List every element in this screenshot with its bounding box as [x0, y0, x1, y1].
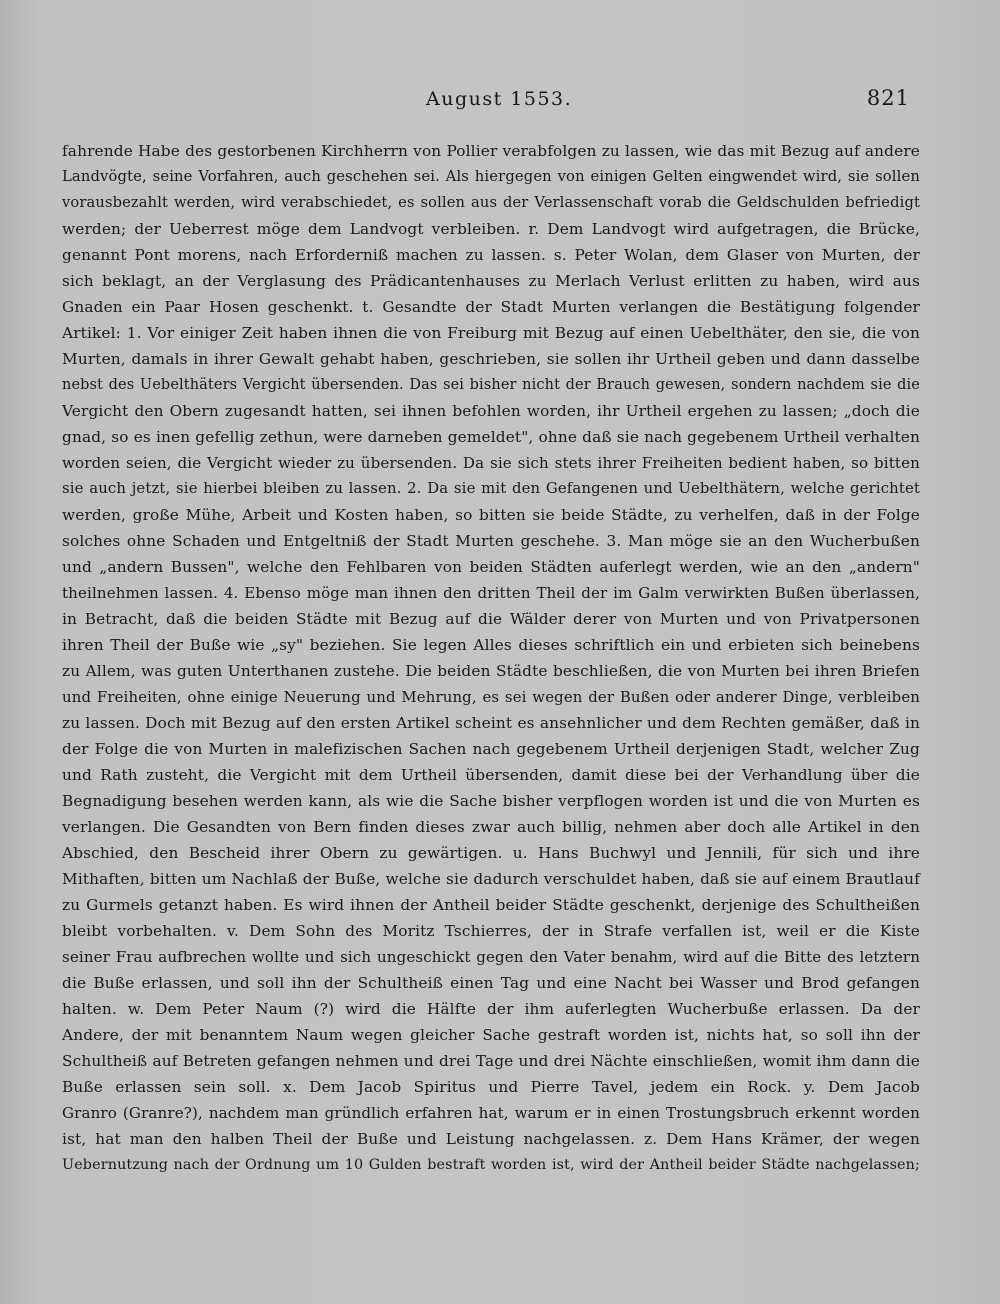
- text-line: Andere, der mit benanntem Naum wegen gleicher Sache gestraft worden ist, nichts hat, so soll ihn der: [62, 1026, 920, 1044]
- text-line: in Betracht, daß die beiden Städte mit Bezug auf die Wälder derer von Murten und von Privatpersonen: [62, 610, 920, 628]
- text-line: Landvögte, seine Vorfahren, auch geschehen sei. Als hiergegen von einigen Gelten eingwendet wird, sie sollen: [62, 168, 920, 185]
- text-line: Granro (Granre?), nachdem man gründlich erfahren hat, warum er in einen Trostungsbruch erkennt worden: [62, 1104, 920, 1122]
- text-line: sie auch jetzt, sie hierbei bleiben zu lassen. 2. Da sie mit den Gefangenen und Uebelthätern, welche gerichtet: [62, 480, 920, 497]
- text-line: verlangen. Die Gesandten von Bern finden dieses zwar auch billig, nehmen aber doch alle Artikel in den: [62, 818, 920, 836]
- text-line: worden seien, die Vergicht wieder zu übersenden. Da sie sich stets ihrer Freiheiten bedient haben, so bitten: [62, 454, 920, 472]
- text-line: Buße erlassen sein soll. x. Dem Jacob Spiritus und Pierre Tavel, jedem ein Rock. y. Dem Jacob: [62, 1078, 920, 1096]
- page-number: 821: [866, 86, 910, 110]
- page-header: [60, 88, 910, 118]
- text-line: solches ohne Schaden und Entgeltniß der Stadt Murten geschehe. 3. Man möge sie an den Wucherbußen: [62, 532, 920, 550]
- text-line: Artikel: 1. Vor einiger Zeit haben ihnen die von Freiburg mit Bezug auf einen Uebelthäter, den sie, die von: [62, 324, 920, 342]
- text-line: die Buße erlassen, und soll ihn der Schultheiß einen Tag und eine Nacht bei Wasser und Brod gefangen: [62, 974, 920, 992]
- text-line: gnad, so es inen gefellig zethun, were darneben gemeldet", ohne daß sie nach gegebenem Urtheil verhalten: [62, 428, 920, 446]
- text-line: Schultheiß auf Betreten gefangen nehmen und drei Tage und drei Nächte einschließen, womit ihm dann die: [62, 1052, 920, 1070]
- text-line: sich beklagt, an der Verglasung des Prädicantenhauses zu Merlach Verlust erlitten zu haben, wird aus: [62, 272, 920, 290]
- text-line: werden; der Ueberrest möge dem Landvogt verbleiben. r. Dem Landvogt wird aufgetragen, die Brücke,: [62, 220, 920, 238]
- text-line: und Freiheiten, ohne einige Neuerung und Mehrung, es sei wegen der Bußen oder anderer Dinge, verbleiben: [62, 688, 920, 706]
- text-line: ihren Theil der Buße wie „sy" beziehen. Sie legen Alles dieses schriftlich ein und erbieten sich beinebens: [62, 636, 920, 654]
- running-head: August 1553.: [426, 88, 573, 110]
- text-line: fahrende Habe des gestorbenen Kirchherrn von Pollier verabfolgen zu lassen, wie das mit Bezug auf andere: [62, 142, 920, 160]
- text-line: zu lassen. Doch mit Bezug auf den ersten Artikel scheint es ansehnlicher und dem Rechten gemäßer, daß in: [62, 714, 920, 732]
- text-line: Gnaden ein Paar Hosen geschenkt. t. Gesandte der Stadt Murten verlangen die Bestätigung folgender: [62, 298, 920, 316]
- text-line: nebst des Uebelthäters Vergicht übersenden. Das sei bisher nicht der Brauch gewesen, sondern nachdem sie die: [62, 377, 920, 393]
- text-line: theilnehmen lassen. 4. Ebenso möge man ihnen den dritten Theil der im Galm verwirkten Bußen überlassen,: [62, 584, 920, 602]
- text-line: Begnadigung besehen werden kann, als wie die Sache bisher verpflogen worden ist und die von Murten es: [62, 792, 920, 810]
- text-line: ist, hat man den halben Theil der Buße und Leistung nachgelassen. z. Dem Hans Krämer, der wegen: [62, 1130, 920, 1148]
- text-line: vorausbezahlt werden, wird verabschiedet, es sollen aus der Verlassenschaft vorab die Geldschulden befriedigt: [62, 194, 920, 211]
- text-line: Abschied, den Bescheid ihrer Obern zu gewärtigen. u. Hans Buchwyl und Jennili, für sich und ihre: [62, 844, 920, 862]
- text-line: zu Allem, was guten Unterthanen zustehe. Die beiden Städte beschließen, die von Murten bei ihren Briefen: [62, 662, 920, 680]
- text-line: Vergicht den Obern zugesandt hatten, sei ihnen befohlen worden, ihr Urtheil ergehen zu lassen; „doch die: [62, 402, 920, 420]
- body-text: [62, 138, 920, 1178]
- text-line: seiner Frau aufbrechen wollte und sich ungeschickt gegen den Vater benahm, wird auf die Bitte des letztern: [62, 948, 920, 966]
- text-line: Uebernutzung nach der Ordnung um 10 Gulden bestraft worden ist, wird der Antheil beider Städte nachgelassen;: [62, 1157, 920, 1173]
- text-line: und „andern Bussen", welche den Fehlbaren von beiden Städten auferlegt werden, wie an den „andern": [62, 558, 920, 576]
- text-line: genannt Pont morens, nach Erforderniß machen zu lassen. s. Peter Wolan, dem Glaser von Murten, der: [62, 246, 920, 264]
- text-line: bleibt vorbehalten. v. Dem Sohn des Moritz Tschierres, der in Strafe verfallen ist, weil er die Kiste: [62, 922, 920, 940]
- text-line: halten. w. Dem Peter Naum (?) wird die Hälfte der ihm auferlegten Wucherbuße erlassen. Da der: [62, 1000, 920, 1018]
- text-line: werden, große Mühe, Arbeit und Kosten haben, so bitten sie beide Städte, zu verhelfen, daß in der Folge: [62, 506, 920, 524]
- text-line: Mithaften, bitten um Nachlaß der Buße, welche sie dadurch verschuldet haben, daß sie auf einem Brautlauf: [62, 870, 920, 888]
- text-line: und Rath zusteht, die Vergicht mit dem Urtheil übersenden, damit diese bei der Verhandlung über die: [62, 766, 920, 784]
- text-line: Murten, damals in ihrer Gewalt gehabt haben, geschrieben, sie sollen ihr Urtheil geben und dann dasselbe: [62, 350, 920, 368]
- text-line: der Folge die von Murten in malefizischen Sachen nach gegebenem Urtheil derjenigen Stadt, welcher Zug: [62, 740, 920, 758]
- text-line: zu Gurmels getanzt haben. Es wird ihnen der Antheil beider Städte geschenkt, derjenige des Schultheißen: [62, 896, 920, 914]
